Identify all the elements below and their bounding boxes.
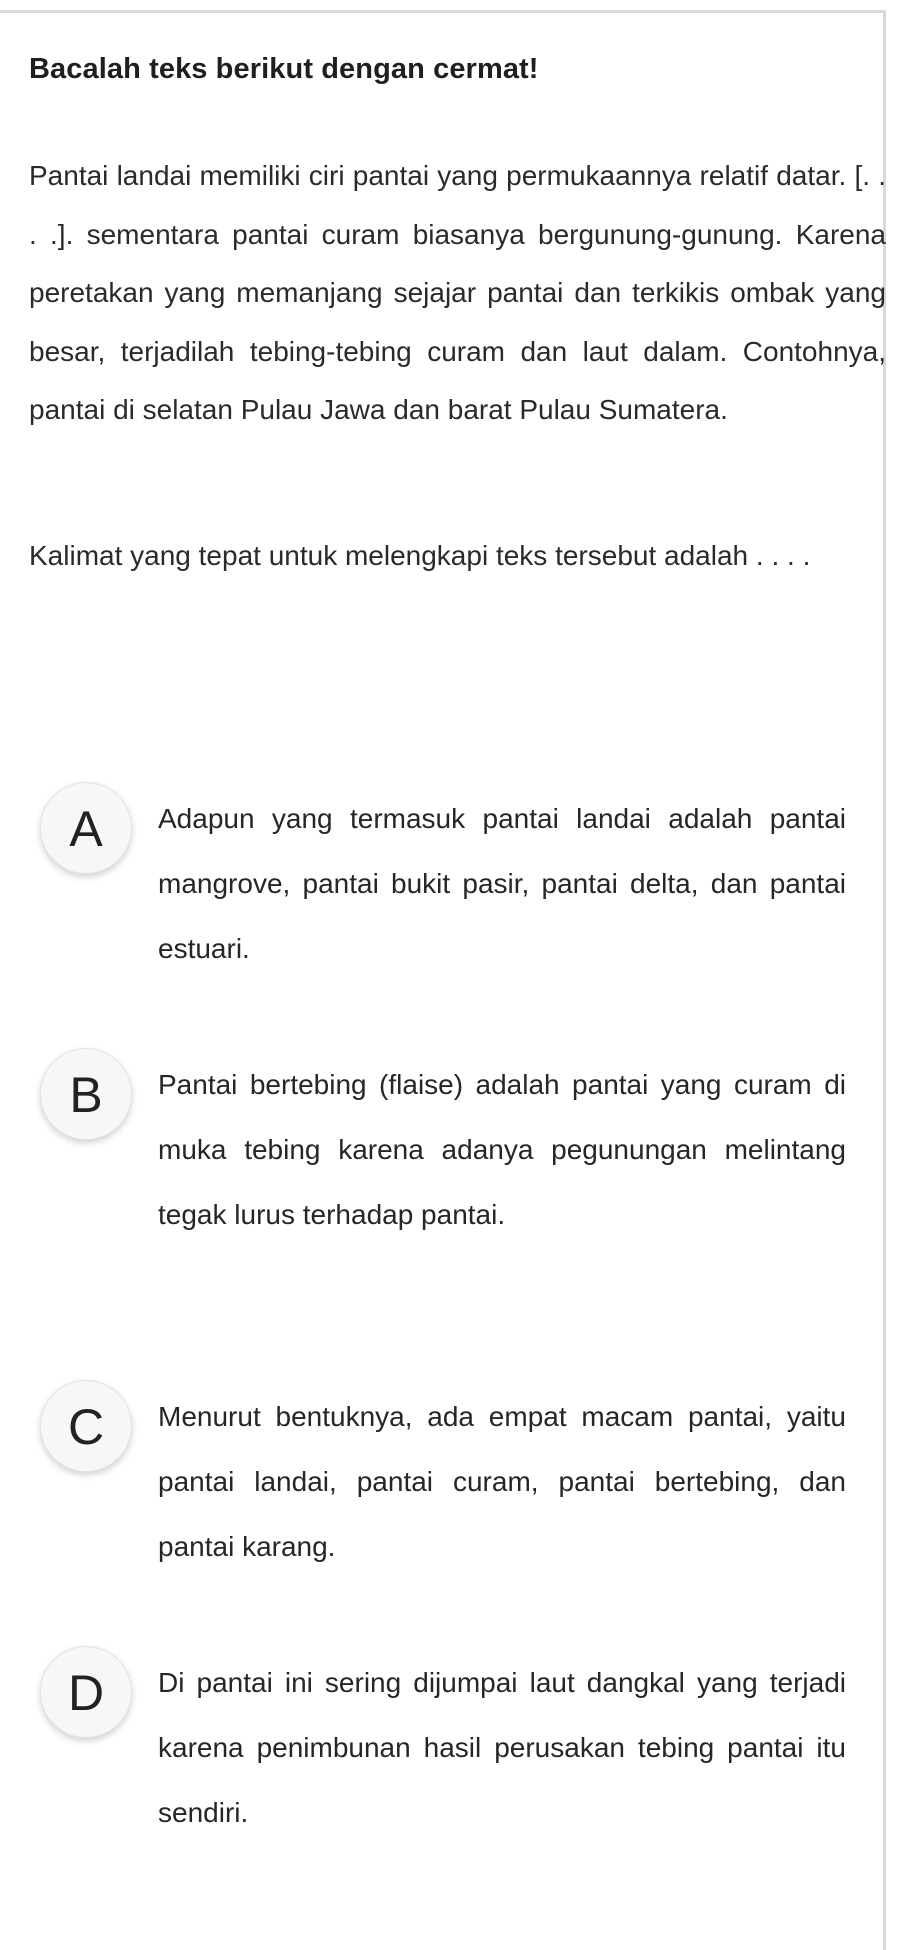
option-text[interactable]: Di pantai ini sering dijumpai laut dangkal yang terjadi karena penimbunan hasil perusakan tebing pantai itu sendiri. (158, 1667, 846, 1828)
option-text[interactable]: Adapun yang termasuk pantai landai adalah pantai mangrove, pantai bukit pasir, pantai delta, dan pantai estuari. (158, 803, 846, 964)
option-text[interactable]: Menurut bentuknya, ada empat macam pantai, yaitu pantai landai, pantai curam, pantai bertebing, dan pantai karang. (158, 1401, 846, 1562)
option-letter-badge[interactable]: B (40, 1048, 132, 1140)
question-prompt: Kalimat yang tepat untuk melengkapi teks tersebut adalah . . . . (29, 540, 811, 571)
option-letter-badge[interactable]: C (40, 1380, 132, 1472)
option-letter-badge[interactable]: A (40, 782, 132, 874)
instruction-heading: Bacalah teks berikut dengan cermat! (29, 53, 539, 85)
question-card (0, 10, 886, 1950)
option-letter-badge[interactable]: D (40, 1646, 132, 1738)
option-text[interactable]: Pantai bertebing (flaise) adalah pantai yang curam di muka tebing karena adanya pegunungan melintang tegak lurus terhadap pantai. (158, 1069, 846, 1230)
reading-passage: Pantai landai memiliki ciri pantai yang permukaannya relatif datar. [. . . .]. sementara pantai curam biasanya bergunung-gunung. Karena peretakan yang memanjang sejajar pantai dan terkikis ombak yang besar, terjadilah tebing-tebing curam dan laut dalam. Contohnya, pantai di selatan Pulau Jawa dan barat Pulau Sumatera. (29, 160, 886, 425)
